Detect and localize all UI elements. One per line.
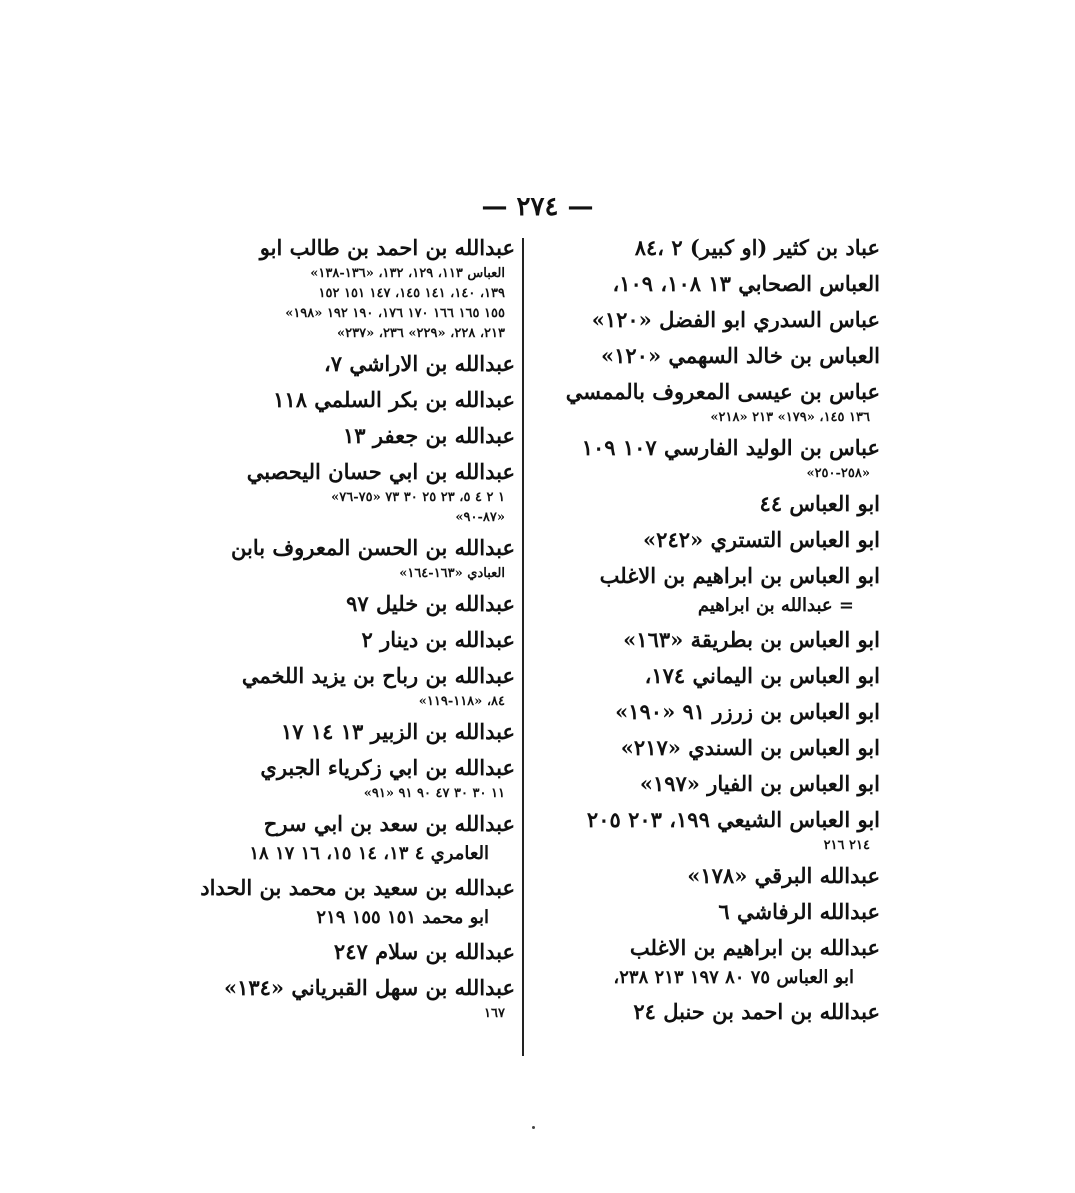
entry-pages: ١١ ٣٠ ٣٠ ٤٧ ٩٠ ٩١ «٩١» xyxy=(363,786,505,801)
entry-pages: ٢١٤ ٢١٦ xyxy=(823,838,870,853)
index-entry xyxy=(535,340,880,372)
index-column-left xyxy=(165,232,515,1028)
entry-name: عبدالله البرقي «١٧٨» xyxy=(687,863,880,888)
entry-name: عبدالله الرفاشي ٦ xyxy=(718,899,880,924)
index-entry xyxy=(535,996,880,1028)
entry-pages: «٨٧-٩٠» xyxy=(455,510,505,525)
index-entry xyxy=(165,872,515,932)
entry-name: عبدالله بن رباح بن يزيد اللخمي xyxy=(241,663,515,688)
entry-pages: ١٥٥ ١٦٥ ١٦٦ ١٧٠ ١٧٦، ١٩٠ ١٩٢ «١٩٨» xyxy=(285,306,505,321)
index-entry xyxy=(165,808,515,868)
entry-name: العباس الصحابي ١٣ ١٠٨، ١٠٩، xyxy=(612,271,880,296)
index-entry xyxy=(165,532,515,584)
entry-name: عبدالله بن دينار ٢ xyxy=(361,627,515,652)
entry-name: عبدالله بن ابي حسان اليحصبي xyxy=(246,459,515,484)
entry-pages: ابو محمد ١٥١ ١٥٥ ٢١٩ xyxy=(316,907,489,928)
index-entry xyxy=(165,456,515,528)
index-entry xyxy=(535,932,880,992)
index-entry xyxy=(165,716,515,748)
entry-name: ابو العباس بن بطريقة «١٦٣» xyxy=(623,627,880,652)
entry-name: عباد بن كثير (او كبير) ٢ ،٨٤ xyxy=(634,235,880,260)
index-entry xyxy=(535,804,880,856)
entry-pages: ٨٤، «١١٨-١١٩» xyxy=(418,694,505,709)
index-entry xyxy=(535,304,880,336)
index-entry xyxy=(535,660,880,692)
page-number: — ٢٧٤ — xyxy=(481,192,594,222)
entry-name: عبدالله بن سهل القبرياني «١٣٤» xyxy=(223,975,515,1000)
index-entry xyxy=(535,896,880,928)
index-entry xyxy=(165,420,515,452)
index-entry xyxy=(535,268,880,300)
entry-pages: ١٣٩، ١٤٠، ١٤١ ١٤٥، ١٤٧ ١٥١ ١٥٢ xyxy=(318,286,505,301)
index-entry xyxy=(535,488,880,520)
entry-pages: ١ ٢ ٤ ٥، ٢٣ ٢٥ ٣٠ ٧٣ «٧٥-٧٦» xyxy=(331,490,505,505)
index-entry xyxy=(535,560,880,620)
entry-pages: «٢٥٨-٢٥٠» xyxy=(806,466,870,481)
index-entry xyxy=(165,660,515,712)
entry-name: عباس بن عيسى المعروف بالممسي xyxy=(565,379,880,404)
entry-name: عبدالله بن ابراهيم بن الاغلب xyxy=(629,935,880,960)
column-divider xyxy=(522,238,524,1056)
entry-name: عبدالله بن بكر السلمي ١١٨ xyxy=(273,387,515,412)
index-entry xyxy=(165,588,515,620)
entry-name: عباس بن الوليد الفارسي ١٠٧ ١٠٩ xyxy=(581,435,880,460)
index-entry xyxy=(165,232,515,344)
entry-pages: العبادي «١٦٣-١٦٤» xyxy=(399,566,505,581)
entry-name: ابو العباس بن زرزر ٩١ «١٩٠» xyxy=(615,699,880,724)
page-speck xyxy=(532,1126,535,1129)
entry-name: عبدالله بن الاراشي ٧، xyxy=(323,351,515,376)
entry-name: عبدالله بن احمد بن حنبل ٢٤ xyxy=(633,999,880,1024)
index-entry xyxy=(535,376,880,428)
entry-name: عبدالله بن الزبير ١٣ ١٤ ١٧ xyxy=(281,719,515,744)
entry-pages: العامري ٤ ١٣، ١٤ ١٥، ١٦ ١٧ ١٨ xyxy=(249,843,489,864)
index-entry xyxy=(165,624,515,656)
entry-pages: ١٦٧ xyxy=(484,1006,505,1021)
entry-name: ابو العباس بن اليماني ١٧٤، xyxy=(644,663,880,688)
index-entry xyxy=(165,936,515,968)
entry-pages: ٢١٣، ٢٢٨، «٢٢٩» ٢٣٦، «٢٣٧» xyxy=(337,326,505,341)
entry-name: عبدالله بن سلام ٢٤٧ xyxy=(333,939,515,964)
index-entry xyxy=(535,524,880,556)
entry-name: ابو العباس بن الفيار «١٩٧» xyxy=(639,771,880,796)
entry-name: عبدالله بن الحسن المعروف بابن xyxy=(231,535,515,560)
entry-pages: العباس ١١٣، ١٢٩، ١٣٢، «١٣٦-١٣٨» xyxy=(310,266,505,281)
entry-name: ابو العباس بن السندي «٢١٧» xyxy=(620,735,880,760)
index-entry xyxy=(535,432,880,484)
entry-pages: ١٣٦ ١٤٥، «١٧٩» ٢١٣ «٢١٨» xyxy=(710,410,870,425)
index-entry xyxy=(165,348,515,380)
entry-pages: = عبدالله بن ابراهيم xyxy=(697,595,854,616)
entry-name: العباس بن خالد السهمي «١٢٠» xyxy=(601,343,880,368)
index-entry xyxy=(165,972,515,1024)
entry-name: عبدالله بن خليل ٩٧ xyxy=(346,591,515,616)
index-entry xyxy=(165,384,515,416)
entry-name: عبدالله بن جعفر ١٣ xyxy=(343,423,515,448)
entry-name: عبدالله بن سعيد بن محمد بن الحداد xyxy=(200,875,515,900)
entry-name: عبدالله بن احمد بن طالب ابو xyxy=(259,235,515,260)
entry-pages: ابو العباس ٧٥ ٨٠ ١٩٧ ٢١٣ ٢٣٨، xyxy=(613,967,854,988)
index-entry xyxy=(535,232,880,264)
index-entry xyxy=(165,752,515,804)
entry-name: عبدالله بن ابي زكرياء الجبري xyxy=(260,755,515,780)
entry-name: عباس السدري ابو الفضل «١٢٠» xyxy=(591,307,880,332)
entry-name: ابو العباس ٤٤ xyxy=(759,491,880,516)
index-entry xyxy=(535,696,880,728)
index-entry xyxy=(535,860,880,892)
index-entry xyxy=(535,624,880,656)
index-column-right xyxy=(535,232,880,1032)
index-entry xyxy=(535,768,880,800)
entry-name: ابو العباس بن ابراهيم بن الاغلب xyxy=(599,563,880,588)
entry-name: ابو العباس التستري «٢٤٢» xyxy=(643,527,880,552)
entry-name: عبدالله بن سعد بن ابي سرح xyxy=(263,811,515,836)
index-entry xyxy=(535,732,880,764)
entry-name: ابو العباس الشيعي ١٩٩، ٢٠٣ ٢٠٥ xyxy=(586,807,880,832)
